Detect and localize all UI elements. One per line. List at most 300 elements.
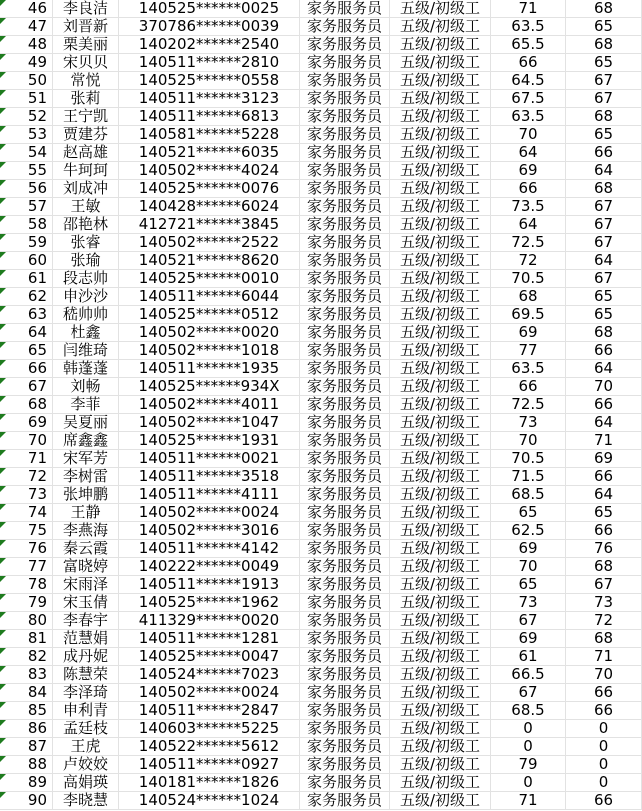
cell-seq[interactable] bbox=[0, 342, 53, 360]
cell-name[interactable]: 刘晋新 bbox=[53, 18, 119, 36]
cell-score1[interactable]: 73 bbox=[491, 594, 566, 612]
cell-score2[interactable]: 64 bbox=[566, 360, 642, 378]
cell-id-number[interactable]: 140521******8620 bbox=[119, 252, 300, 270]
cell-name[interactable]: 宋玉倩 bbox=[53, 594, 119, 612]
cell-name[interactable]: 宋雨泽 bbox=[53, 576, 119, 594]
cell-id-number[interactable]: 140525******0512 bbox=[119, 306, 300, 324]
cell-level[interactable]: 五级/初级工 bbox=[390, 252, 491, 270]
cell-id-number[interactable]: 140511******0021 bbox=[119, 450, 300, 468]
cell-occupation[interactable]: 家务服务员 bbox=[300, 0, 390, 18]
cell-occupation[interactable]: 家务服务员 bbox=[300, 72, 390, 90]
cell-score1[interactable]: 68 bbox=[491, 288, 566, 306]
cell-seq[interactable] bbox=[0, 72, 53, 90]
cell-name[interactable]: 张坤鹏 bbox=[53, 486, 119, 504]
cell-score1[interactable]: 67 bbox=[491, 612, 566, 630]
cell-score2[interactable]: 70 bbox=[566, 378, 642, 396]
cell-level[interactable]: 五级/初级工 bbox=[390, 522, 491, 540]
cell-score1[interactable]: 63.5 bbox=[491, 18, 566, 36]
cell-level[interactable]: 五级/初级工 bbox=[390, 18, 491, 36]
cell-occupation[interactable]: 家务服务员 bbox=[300, 162, 390, 180]
cell-name[interactable]: 杜鑫 bbox=[53, 324, 119, 342]
cell-occupation[interactable]: 家务服务员 bbox=[300, 378, 390, 396]
cell-score1[interactable]: 70 bbox=[491, 126, 566, 144]
cell-occupation[interactable]: 家务服务员 bbox=[300, 450, 390, 468]
cell-occupation[interactable]: 家务服务员 bbox=[300, 270, 390, 288]
cell-seq[interactable] bbox=[0, 432, 53, 450]
cell-seq[interactable] bbox=[0, 558, 53, 576]
cell-score1[interactable]: 70.5 bbox=[491, 270, 566, 288]
cell-score1[interactable]: 0 bbox=[491, 720, 566, 738]
cell-seq[interactable] bbox=[0, 630, 53, 648]
cell-level[interactable]: 五级/初级工 bbox=[390, 342, 491, 360]
cell-score2[interactable]: 67 bbox=[566, 216, 642, 234]
cell-level[interactable]: 五级/初级工 bbox=[390, 126, 491, 144]
cell-score1[interactable]: 65 bbox=[491, 576, 566, 594]
cell-level[interactable]: 五级/初级工 bbox=[390, 720, 491, 738]
cell-id-number[interactable]: 140511******6044 bbox=[119, 288, 300, 306]
cell-id-number[interactable]: 140502******4024 bbox=[119, 162, 300, 180]
cell-score1[interactable]: 71.5 bbox=[491, 468, 566, 486]
cell-score1[interactable]: 66 bbox=[491, 180, 566, 198]
cell-occupation[interactable]: 家务服务员 bbox=[300, 414, 390, 432]
cell-score2[interactable]: 68 bbox=[566, 324, 642, 342]
cell-score2[interactable]: 76 bbox=[566, 540, 642, 558]
cell-score2[interactable]: 71 bbox=[566, 432, 642, 450]
cell-level[interactable]: 五级/初级工 bbox=[390, 468, 491, 486]
cell-id-number[interactable]: 140511******3518 bbox=[119, 468, 300, 486]
cell-occupation[interactable]: 家务服务员 bbox=[300, 252, 390, 270]
cell-name[interactable]: 栗美丽 bbox=[53, 36, 119, 54]
cell-occupation[interactable]: 家务服务员 bbox=[300, 432, 390, 450]
cell-name[interactable]: 成丹妮 bbox=[53, 648, 119, 666]
cell-id-number[interactable]: 140525******0025 bbox=[119, 0, 300, 18]
cell-level[interactable]: 五级/初级工 bbox=[390, 288, 491, 306]
cell-name[interactable]: 赵高雄 bbox=[53, 144, 119, 162]
cell-score2[interactable]: 66 bbox=[566, 468, 642, 486]
cell-score1[interactable]: 64 bbox=[491, 144, 566, 162]
cell-seq[interactable] bbox=[0, 738, 53, 756]
cell-score1[interactable]: 65 bbox=[491, 504, 566, 522]
cell-seq[interactable] bbox=[0, 126, 53, 144]
cell-level[interactable]: 五级/初级工 bbox=[390, 540, 491, 558]
cell-seq[interactable] bbox=[0, 18, 53, 36]
cell-score1[interactable]: 79 bbox=[491, 756, 566, 774]
cell-seq[interactable] bbox=[0, 450, 53, 468]
cell-score1[interactable]: 71 bbox=[491, 792, 566, 810]
cell-score1[interactable]: 68.5 bbox=[491, 486, 566, 504]
cell-score1[interactable]: 0 bbox=[491, 738, 566, 756]
cell-occupation[interactable]: 家务服务员 bbox=[300, 774, 390, 792]
cell-score2[interactable]: 65 bbox=[566, 288, 642, 306]
cell-name[interactable]: 王静 bbox=[53, 504, 119, 522]
cell-name[interactable]: 申沙沙 bbox=[53, 288, 119, 306]
cell-id-number[interactable]: 140502******1018 bbox=[119, 342, 300, 360]
cell-seq[interactable] bbox=[0, 144, 53, 162]
cell-occupation[interactable]: 家务服务员 bbox=[300, 630, 390, 648]
cell-occupation[interactable]: 家务服务员 bbox=[300, 504, 390, 522]
cell-score2[interactable]: 68 bbox=[566, 630, 642, 648]
cell-seq[interactable] bbox=[0, 0, 53, 18]
cell-score2[interactable]: 65 bbox=[566, 54, 642, 72]
cell-id-number[interactable]: 140603******5225 bbox=[119, 720, 300, 738]
cell-name[interactable]: 卢姣姣 bbox=[53, 756, 119, 774]
cell-score1[interactable]: 70.5 bbox=[491, 450, 566, 468]
cell-score1[interactable]: 69 bbox=[491, 324, 566, 342]
cell-score2[interactable]: 65 bbox=[566, 18, 642, 36]
cell-seq[interactable] bbox=[0, 216, 53, 234]
cell-seq[interactable] bbox=[0, 684, 53, 702]
cell-id-number[interactable]: 140511******6813 bbox=[119, 108, 300, 126]
cell-seq[interactable] bbox=[0, 198, 53, 216]
cell-id-number[interactable]: 140428******6024 bbox=[119, 198, 300, 216]
cell-name[interactable]: 刘畅 bbox=[53, 378, 119, 396]
cell-level[interactable]: 五级/初级工 bbox=[390, 666, 491, 684]
cell-seq[interactable] bbox=[0, 774, 53, 792]
cell-occupation[interactable]: 家务服务员 bbox=[300, 54, 390, 72]
cell-occupation[interactable]: 家务服务员 bbox=[300, 594, 390, 612]
cell-score1[interactable]: 66 bbox=[491, 54, 566, 72]
cell-name[interactable]: 韩蓬蓬 bbox=[53, 360, 119, 378]
cell-score1[interactable]: 67.5 bbox=[491, 90, 566, 108]
cell-seq[interactable] bbox=[0, 522, 53, 540]
cell-id-number[interactable]: 140502******4011 bbox=[119, 396, 300, 414]
cell-score2[interactable]: 68 bbox=[566, 0, 642, 18]
cell-name[interactable]: 范慧娟 bbox=[53, 630, 119, 648]
cell-occupation[interactable]: 家务服务员 bbox=[300, 144, 390, 162]
cell-seq[interactable] bbox=[0, 648, 53, 666]
cell-level[interactable]: 五级/初级工 bbox=[390, 738, 491, 756]
cell-score2[interactable]: 73 bbox=[566, 594, 642, 612]
cell-occupation[interactable]: 家务服务员 bbox=[300, 306, 390, 324]
cell-seq[interactable] bbox=[0, 180, 53, 198]
cell-level[interactable]: 五级/初级工 bbox=[390, 792, 491, 810]
cell-name[interactable]: 吴夏丽 bbox=[53, 414, 119, 432]
cell-seq[interactable] bbox=[0, 288, 53, 306]
cell-id-number[interactable]: 140521******6035 bbox=[119, 144, 300, 162]
cell-score1[interactable]: 70 bbox=[491, 558, 566, 576]
cell-occupation[interactable]: 家务服务员 bbox=[300, 324, 390, 342]
cell-level[interactable]: 五级/初级工 bbox=[390, 198, 491, 216]
cell-id-number[interactable]: 140525******0010 bbox=[119, 270, 300, 288]
cell-occupation[interactable]: 家务服务员 bbox=[300, 576, 390, 594]
cell-level[interactable]: 五级/初级工 bbox=[390, 108, 491, 126]
cell-score2[interactable]: 66 bbox=[566, 792, 642, 810]
cell-name[interactable]: 贾建芬 bbox=[53, 126, 119, 144]
cell-id-number[interactable]: 140181******1826 bbox=[119, 774, 300, 792]
cell-score2[interactable]: 64 bbox=[566, 414, 642, 432]
cell-score2[interactable]: 68 bbox=[566, 36, 642, 54]
cell-occupation[interactable]: 家务服务员 bbox=[300, 540, 390, 558]
cell-score1[interactable]: 71 bbox=[491, 0, 566, 18]
cell-seq[interactable] bbox=[0, 378, 53, 396]
cell-occupation[interactable]: 家务服务员 bbox=[300, 738, 390, 756]
cell-name[interactable]: 张莉 bbox=[53, 90, 119, 108]
cell-name[interactable]: 李良洁 bbox=[53, 0, 119, 18]
cell-score1[interactable]: 61 bbox=[491, 648, 566, 666]
cell-score1[interactable]: 72.5 bbox=[491, 234, 566, 252]
cell-id-number[interactable]: 140511******4111 bbox=[119, 486, 300, 504]
cell-score2[interactable]: 66 bbox=[566, 144, 642, 162]
cell-name[interactable]: 陈慧荣 bbox=[53, 666, 119, 684]
cell-level[interactable]: 五级/初级工 bbox=[390, 90, 491, 108]
cell-occupation[interactable]: 家务服务员 bbox=[300, 126, 390, 144]
cell-seq[interactable] bbox=[0, 504, 53, 522]
cell-score1[interactable]: 65.5 bbox=[491, 36, 566, 54]
cell-score1[interactable]: 64.5 bbox=[491, 72, 566, 90]
cell-occupation[interactable]: 家务服务员 bbox=[300, 342, 390, 360]
cell-level[interactable]: 五级/初级工 bbox=[390, 630, 491, 648]
cell-id-number[interactable]: 140525******0076 bbox=[119, 180, 300, 198]
cell-score2[interactable]: 67 bbox=[566, 576, 642, 594]
cell-seq[interactable] bbox=[0, 612, 53, 630]
cell-level[interactable]: 五级/初级工 bbox=[390, 36, 491, 54]
cell-level[interactable]: 五级/初级工 bbox=[390, 306, 491, 324]
cell-level[interactable]: 五级/初级工 bbox=[390, 54, 491, 72]
cell-level[interactable]: 五级/初级工 bbox=[390, 450, 491, 468]
cell-score2[interactable]: 67 bbox=[566, 72, 642, 90]
cell-seq[interactable] bbox=[0, 540, 53, 558]
cell-name[interactable]: 邵艳林 bbox=[53, 216, 119, 234]
cell-level[interactable]: 五级/初级工 bbox=[390, 216, 491, 234]
cell-seq[interactable] bbox=[0, 594, 53, 612]
cell-id-number[interactable]: 140511******3123 bbox=[119, 90, 300, 108]
cell-occupation[interactable]: 家务服务员 bbox=[300, 468, 390, 486]
cell-occupation[interactable]: 家务服务员 bbox=[300, 180, 390, 198]
cell-score2[interactable]: 66 bbox=[566, 684, 642, 702]
cell-occupation[interactable]: 家务服务员 bbox=[300, 612, 390, 630]
cell-occupation[interactable]: 家务服务员 bbox=[300, 720, 390, 738]
cell-score1[interactable]: 63.5 bbox=[491, 108, 566, 126]
cell-level[interactable]: 五级/初级工 bbox=[390, 774, 491, 792]
cell-level[interactable]: 五级/初级工 bbox=[390, 324, 491, 342]
cell-score1[interactable]: 66.5 bbox=[491, 666, 566, 684]
cell-id-number[interactable]: 412721******3845 bbox=[119, 216, 300, 234]
cell-seq[interactable] bbox=[0, 270, 53, 288]
cell-occupation[interactable]: 家务服务员 bbox=[300, 558, 390, 576]
cell-score1[interactable]: 70 bbox=[491, 432, 566, 450]
cell-id-number[interactable]: 140502******0020 bbox=[119, 324, 300, 342]
cell-seq[interactable] bbox=[0, 756, 53, 774]
cell-id-number[interactable]: 140502******2522 bbox=[119, 234, 300, 252]
cell-id-number[interactable]: 140511******0927 bbox=[119, 756, 300, 774]
cell-name[interactable]: 李菲 bbox=[53, 396, 119, 414]
cell-level[interactable]: 五级/初级工 bbox=[390, 414, 491, 432]
cell-level[interactable]: 五级/初级工 bbox=[390, 234, 491, 252]
cell-occupation[interactable]: 家务服务员 bbox=[300, 684, 390, 702]
cell-score1[interactable]: 73.5 bbox=[491, 198, 566, 216]
cell-id-number[interactable]: 140511******4142 bbox=[119, 540, 300, 558]
cell-score2[interactable]: 64 bbox=[566, 486, 642, 504]
cell-seq[interactable] bbox=[0, 576, 53, 594]
cell-id-number[interactable]: 140511******1935 bbox=[119, 360, 300, 378]
cell-score2[interactable]: 66 bbox=[566, 522, 642, 540]
cell-name[interactable]: 嵇帅帅 bbox=[53, 306, 119, 324]
cell-name[interactable]: 李春宇 bbox=[53, 612, 119, 630]
cell-seq[interactable] bbox=[0, 702, 53, 720]
cell-level[interactable]: 五级/初级工 bbox=[390, 360, 491, 378]
cell-score2[interactable]: 67 bbox=[566, 234, 642, 252]
cell-score1[interactable]: 0 bbox=[491, 774, 566, 792]
cell-score2[interactable]: 66 bbox=[566, 702, 642, 720]
cell-name[interactable]: 王宁凯 bbox=[53, 108, 119, 126]
cell-level[interactable]: 五级/初级工 bbox=[390, 270, 491, 288]
cell-seq[interactable] bbox=[0, 90, 53, 108]
cell-id-number[interactable]: 140511******1913 bbox=[119, 576, 300, 594]
cell-level[interactable]: 五级/初级工 bbox=[390, 648, 491, 666]
cell-level[interactable]: 五级/初级工 bbox=[390, 594, 491, 612]
cell-name[interactable]: 牛珂珂 bbox=[53, 162, 119, 180]
cell-score2[interactable]: 67 bbox=[566, 90, 642, 108]
cell-level[interactable]: 五级/初级工 bbox=[390, 558, 491, 576]
cell-id-number[interactable]: 140581******5228 bbox=[119, 126, 300, 144]
cell-seq[interactable] bbox=[0, 486, 53, 504]
cell-id-number[interactable]: 140522******5612 bbox=[119, 738, 300, 756]
cell-id-number[interactable]: 140525******934X bbox=[119, 378, 300, 396]
cell-score1[interactable]: 77 bbox=[491, 342, 566, 360]
cell-occupation[interactable]: 家务服务员 bbox=[300, 702, 390, 720]
cell-name[interactable]: 李晓慧 bbox=[53, 792, 119, 810]
cell-level[interactable]: 五级/初级工 bbox=[390, 702, 491, 720]
cell-id-number[interactable]: 140525******1931 bbox=[119, 432, 300, 450]
cell-name[interactable]: 段志帅 bbox=[53, 270, 119, 288]
cell-score2[interactable]: 65 bbox=[566, 306, 642, 324]
cell-score2[interactable]: 64 bbox=[566, 252, 642, 270]
cell-occupation[interactable]: 家务服务员 bbox=[300, 234, 390, 252]
cell-id-number[interactable]: 140524******7023 bbox=[119, 666, 300, 684]
cell-score1[interactable]: 64 bbox=[491, 216, 566, 234]
cell-seq[interactable] bbox=[0, 396, 53, 414]
cell-occupation[interactable]: 家务服务员 bbox=[300, 216, 390, 234]
cell-name[interactable]: 张睿 bbox=[53, 234, 119, 252]
cell-occupation[interactable]: 家务服务员 bbox=[300, 756, 390, 774]
cell-occupation[interactable]: 家务服务员 bbox=[300, 792, 390, 810]
cell-score2[interactable]: 65 bbox=[566, 126, 642, 144]
cell-name[interactable]: 席鑫鑫 bbox=[53, 432, 119, 450]
cell-score1[interactable]: 63.5 bbox=[491, 360, 566, 378]
cell-occupation[interactable]: 家务服务员 bbox=[300, 648, 390, 666]
cell-seq[interactable] bbox=[0, 36, 53, 54]
cell-score1[interactable]: 73 bbox=[491, 414, 566, 432]
cell-id-number[interactable]: 140524******1024 bbox=[119, 792, 300, 810]
cell-seq[interactable] bbox=[0, 306, 53, 324]
cell-id-number[interactable]: 140222******0049 bbox=[119, 558, 300, 576]
cell-seq[interactable] bbox=[0, 720, 53, 738]
cell-name[interactable]: 孟廷枝 bbox=[53, 720, 119, 738]
cell-seq[interactable] bbox=[0, 108, 53, 126]
cell-name[interactable]: 刘成冲 bbox=[53, 180, 119, 198]
cell-name[interactable]: 王虎 bbox=[53, 738, 119, 756]
cell-score1[interactable]: 62.5 bbox=[491, 522, 566, 540]
cell-id-number[interactable]: 140502******0024 bbox=[119, 684, 300, 702]
cell-id-number[interactable]: 140525******0558 bbox=[119, 72, 300, 90]
cell-id-number[interactable]: 370786******0039 bbox=[119, 18, 300, 36]
cell-occupation[interactable]: 家务服务员 bbox=[300, 36, 390, 54]
cell-occupation[interactable]: 家务服务员 bbox=[300, 666, 390, 684]
cell-name[interactable]: 秦云霞 bbox=[53, 540, 119, 558]
cell-score1[interactable]: 69 bbox=[491, 162, 566, 180]
cell-score1[interactable]: 68.5 bbox=[491, 702, 566, 720]
cell-id-number[interactable]: 140502******1047 bbox=[119, 414, 300, 432]
cell-level[interactable]: 五级/初级工 bbox=[390, 486, 491, 504]
cell-occupation[interactable]: 家务服务员 bbox=[300, 18, 390, 36]
cell-score2[interactable]: 68 bbox=[566, 180, 642, 198]
cell-occupation[interactable]: 家务服务员 bbox=[300, 360, 390, 378]
cell-name[interactable]: 申利青 bbox=[53, 702, 119, 720]
cell-occupation[interactable]: 家务服务员 bbox=[300, 288, 390, 306]
cell-seq[interactable] bbox=[0, 666, 53, 684]
cell-score1[interactable]: 72.5 bbox=[491, 396, 566, 414]
cell-occupation[interactable]: 家务服务员 bbox=[300, 108, 390, 126]
cell-seq[interactable] bbox=[0, 234, 53, 252]
cell-id-number[interactable]: 140502******0024 bbox=[119, 504, 300, 522]
cell-score2[interactable]: 0 bbox=[566, 756, 642, 774]
cell-level[interactable]: 五级/初级工 bbox=[390, 72, 491, 90]
cell-score2[interactable]: 70 bbox=[566, 666, 642, 684]
cell-seq[interactable] bbox=[0, 360, 53, 378]
cell-level[interactable]: 五级/初级工 bbox=[390, 432, 491, 450]
cell-score2[interactable]: 0 bbox=[566, 738, 642, 756]
cell-score1[interactable]: 67 bbox=[491, 684, 566, 702]
cell-level[interactable]: 五级/初级工 bbox=[390, 0, 491, 18]
cell-score2[interactable]: 0 bbox=[566, 774, 642, 792]
cell-level[interactable]: 五级/初级工 bbox=[390, 756, 491, 774]
cell-level[interactable]: 五级/初级工 bbox=[390, 576, 491, 594]
cell-level[interactable]: 五级/初级工 bbox=[390, 396, 491, 414]
cell-name[interactable]: 宋军芳 bbox=[53, 450, 119, 468]
cell-seq[interactable] bbox=[0, 162, 53, 180]
cell-name[interactable]: 李泽琦 bbox=[53, 684, 119, 702]
cell-seq[interactable] bbox=[0, 324, 53, 342]
cell-seq[interactable] bbox=[0, 468, 53, 486]
cell-score1[interactable]: 69.5 bbox=[491, 306, 566, 324]
cell-name[interactable]: 张瑜 bbox=[53, 252, 119, 270]
cell-name[interactable]: 高娟瑛 bbox=[53, 774, 119, 792]
cell-id-number[interactable]: 140502******3016 bbox=[119, 522, 300, 540]
cell-level[interactable]: 五级/初级工 bbox=[390, 504, 491, 522]
cell-score2[interactable]: 64 bbox=[566, 162, 642, 180]
cell-name[interactable]: 常悦 bbox=[53, 72, 119, 90]
cell-level[interactable]: 五级/初级工 bbox=[390, 144, 491, 162]
cell-name[interactable]: 王敏 bbox=[53, 198, 119, 216]
cell-seq[interactable] bbox=[0, 414, 53, 432]
cell-score1[interactable]: 66 bbox=[491, 378, 566, 396]
cell-id-number[interactable]: 140511******2810 bbox=[119, 54, 300, 72]
cell-level[interactable]: 五级/初级工 bbox=[390, 180, 491, 198]
cell-score2[interactable]: 65 bbox=[566, 504, 642, 522]
cell-score2[interactable]: 0 bbox=[566, 720, 642, 738]
cell-occupation[interactable]: 家务服务员 bbox=[300, 198, 390, 216]
cell-name[interactable]: 富晓婷 bbox=[53, 558, 119, 576]
cell-id-number[interactable]: 140525******0047 bbox=[119, 648, 300, 666]
cell-name[interactable]: 李燕海 bbox=[53, 522, 119, 540]
cell-seq[interactable] bbox=[0, 252, 53, 270]
cell-score2[interactable]: 66 bbox=[566, 396, 642, 414]
cell-name[interactable]: 李树雷 bbox=[53, 468, 119, 486]
cell-id-number[interactable]: 140511******1281 bbox=[119, 630, 300, 648]
cell-score2[interactable]: 66 bbox=[566, 342, 642, 360]
cell-occupation[interactable]: 家务服务员 bbox=[300, 522, 390, 540]
cell-name[interactable]: 闫维琦 bbox=[53, 342, 119, 360]
cell-score2[interactable]: 68 bbox=[566, 108, 642, 126]
cell-id-number[interactable]: 140202******2540 bbox=[119, 36, 300, 54]
cell-score1[interactable]: 69 bbox=[491, 630, 566, 648]
cell-score2[interactable]: 72 bbox=[566, 612, 642, 630]
cell-seq[interactable] bbox=[0, 54, 53, 72]
cell-name[interactable]: 宋贝贝 bbox=[53, 54, 119, 72]
cell-level[interactable]: 五级/初级工 bbox=[390, 162, 491, 180]
cell-score1[interactable]: 69 bbox=[491, 540, 566, 558]
cell-score1[interactable]: 72 bbox=[491, 252, 566, 270]
